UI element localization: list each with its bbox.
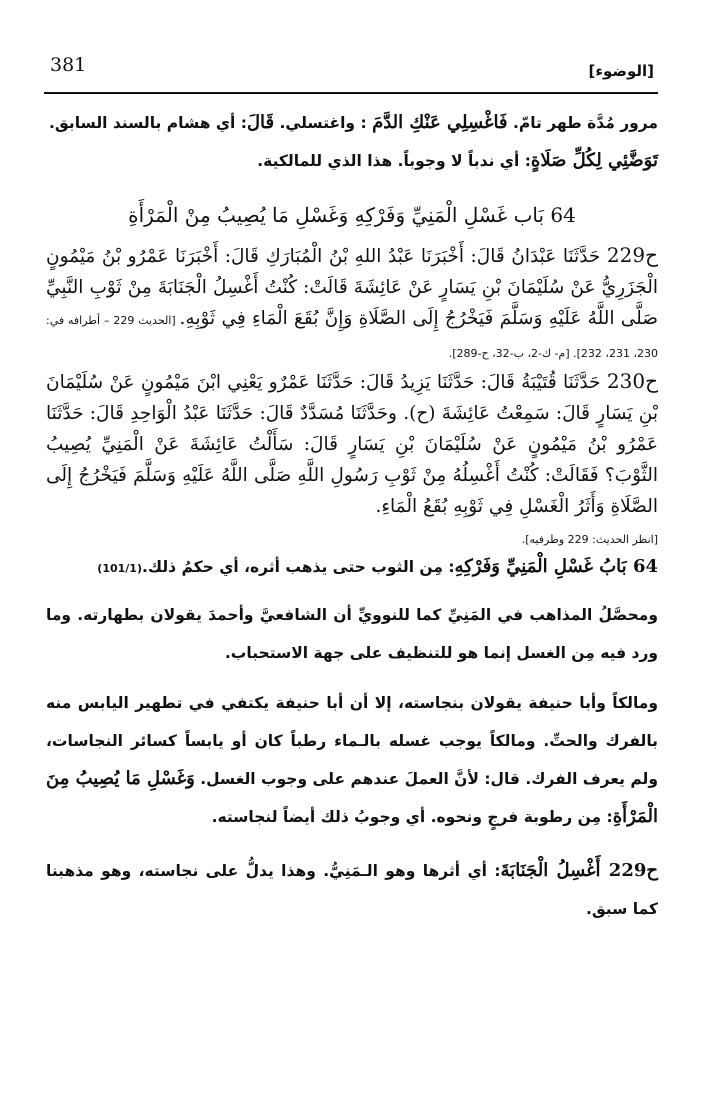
chapter-heading: 64 بَاب غَسْلِ الْمَنِيِّ وَفَرْكِهِ وَغَسْلِ مَا يُصِيبُ مِنْ الْمَرْأَةِ — [128, 203, 576, 227]
hadith-text: حَدَّثَنَا عَبْدَانُ قَالَ: أَخْبَرَنَا عَبْدُ اللهِ بْنُ الْمُبَارَكِ قَالَ: أَخْبَرَنَا عَمْرُو بْنُ مَيْمُونٍ الْجَزَرِيُّ عَنْ سُلَيْمَانَ بْنِ يَسَارٍ عَنْ عَائِشَةَ قَالَتْ: كُنْتُ أَغْسِلُ الْجَنَابَةَ مِنْ ثَوْبِ النَّبِيِّ صَلَّى اللَّهُ عَلَيْهِ وَسَلَّمَ فَيَخْرُجُ إِلَى الصَّلَاةِ وَإِنَّ بُقَعَ الْمَاءِ فِي ثَوْبِهِ. — [46, 246, 658, 329]
hadith-reference: [الحديث 229 – أطرافه في: 230، 231، 232]. [م- ك-2، ب-32، ح-289]. — [46, 314, 658, 360]
hadith-number: ح230 — [606, 369, 658, 393]
quoted-phrase: وَغَسْلِ مَا يُصِيبُ مِنَ الْمَرْأَةِ — [46, 768, 658, 827]
quoted-phrase: 64 بَابُ غَسْلِ الْمَنِيِّ وَفَرْكِهِ — [454, 556, 658, 577]
hadith-229 — [46, 240, 658, 369]
source-note: (101/1) — [97, 562, 142, 575]
commentary-text: : مِن رطوبة فرجٍ ونحوه. أي وجوبُ ذلك أيضاً لنجاسته. — [211, 808, 613, 826]
commentary-text: مرور مُدَّة طهر تامّ. — [507, 114, 658, 132]
hadith-reference: [انظر الحديث: 229 وطرفيه]. — [521, 533, 658, 546]
hadith-230 — [46, 366, 658, 555]
commentary-text: : أي ندباً لا وجوباً. هذا الذي للمالكية. — [257, 152, 531, 170]
hadith-text: حَدَّثَنَا قُتَيْبَةُ قَالَ: حَدَّثَنَا يَزِيدُ قَالَ: حَدَّثَنَا عَمْرٌو يَعْنِي ابْنَ مَيْمُونٍ عَنْ سُلَيْمَانَ بْنِ يَسَارٍ قَالَ: سَمِعْتُ عَائِشَةَ (ح). وحَدَّثَنَا مُسَدَّدٌ قَالَ: حَدَّثَنَا عَبْدُ الْوَاحِدِ قَالَ: حَدَّثَنَا عَمْرُو بْنُ مَيْمُونٍ عَنْ سُلَيْمَانَ بْنِ يَسَارٍ قَالَ: سَأَلْتُ عَائِشَةَ عَنْ الْمَنِيِّ يُصِيبُ الثَّوْبَ؟ فَقَالَتْ: كُنْتُ أَغْسِلُهُ مِنْ ثَوْبِ رَسُولِ اللَّهِ صَلَّى اللَّهُ عَلَيْهِ وَسَلَّمَ فَيَخْرُجُ إِلَى الصَّلَاةِ وَأَثَرُ الْغَسْلِ فِي ثَوْبِهِ بُقَعُ الْمَاءِ. — [46, 372, 658, 517]
commentary-text: ومالكاً وأبا حنيفة يقولان بنجاسته، إلا أن أبا حنيفة يكتفي في تطهير اليابس منه بالفرك والحتِّ. ومالكاً يوجب غسله بالـماء رطباً كان أو يابساً كسائر النجاسات، ولم يعرف الفرك. قال: لأنَّ العملَ عندهم على وجوب الغسل. — [46, 694, 659, 788]
commentary-chapter — [46, 548, 658, 588]
hadith-number: ح229 — [606, 243, 658, 267]
commentary-paragraph — [46, 684, 658, 836]
quoted-phrase: فَاغْسِلِي عَنْكِ الدَّمَ — [372, 112, 508, 133]
commentary-paragraph — [46, 852, 658, 928]
commentary-text: : أي هشام بالسند السابق. — [49, 114, 247, 132]
quoted-phrase: ح229 أَغْسِلُ الْجَنَابَةَ — [500, 860, 658, 881]
page-header — [44, 40, 658, 94]
quoted-phrase: تَوَضَّئِي لِكُلِّ صَلَاةٍ — [530, 150, 658, 171]
quoted-phrase: قَالَ — [246, 112, 275, 133]
running-title: [الوضوء] — [588, 62, 654, 80]
commentary-paragraph: ومحصَّلُ المذاهب في المَنِيِّ كما للنوويِّ أن الشافعيَّ وأحمدَ يقولان بطهارته. وما ورد فيه مِن الغسل إنما هو للتنظيف على جهة الاستحباب. — [46, 606, 658, 662]
commentary-text: : مِن الثوب حتى يذهب أثره، أي حكمُ ذلك. — [142, 558, 455, 576]
commentary-text: : واغتسلي. — [274, 114, 373, 132]
commentary-text: : أي أثرها وهو الـمَنِيُّ. وهذا يدلُّ على نجاسته، وهو مذهبنا كما سبق. — [46, 862, 658, 918]
page-number: 381 — [50, 54, 87, 76]
commentary-intro — [46, 104, 658, 180]
